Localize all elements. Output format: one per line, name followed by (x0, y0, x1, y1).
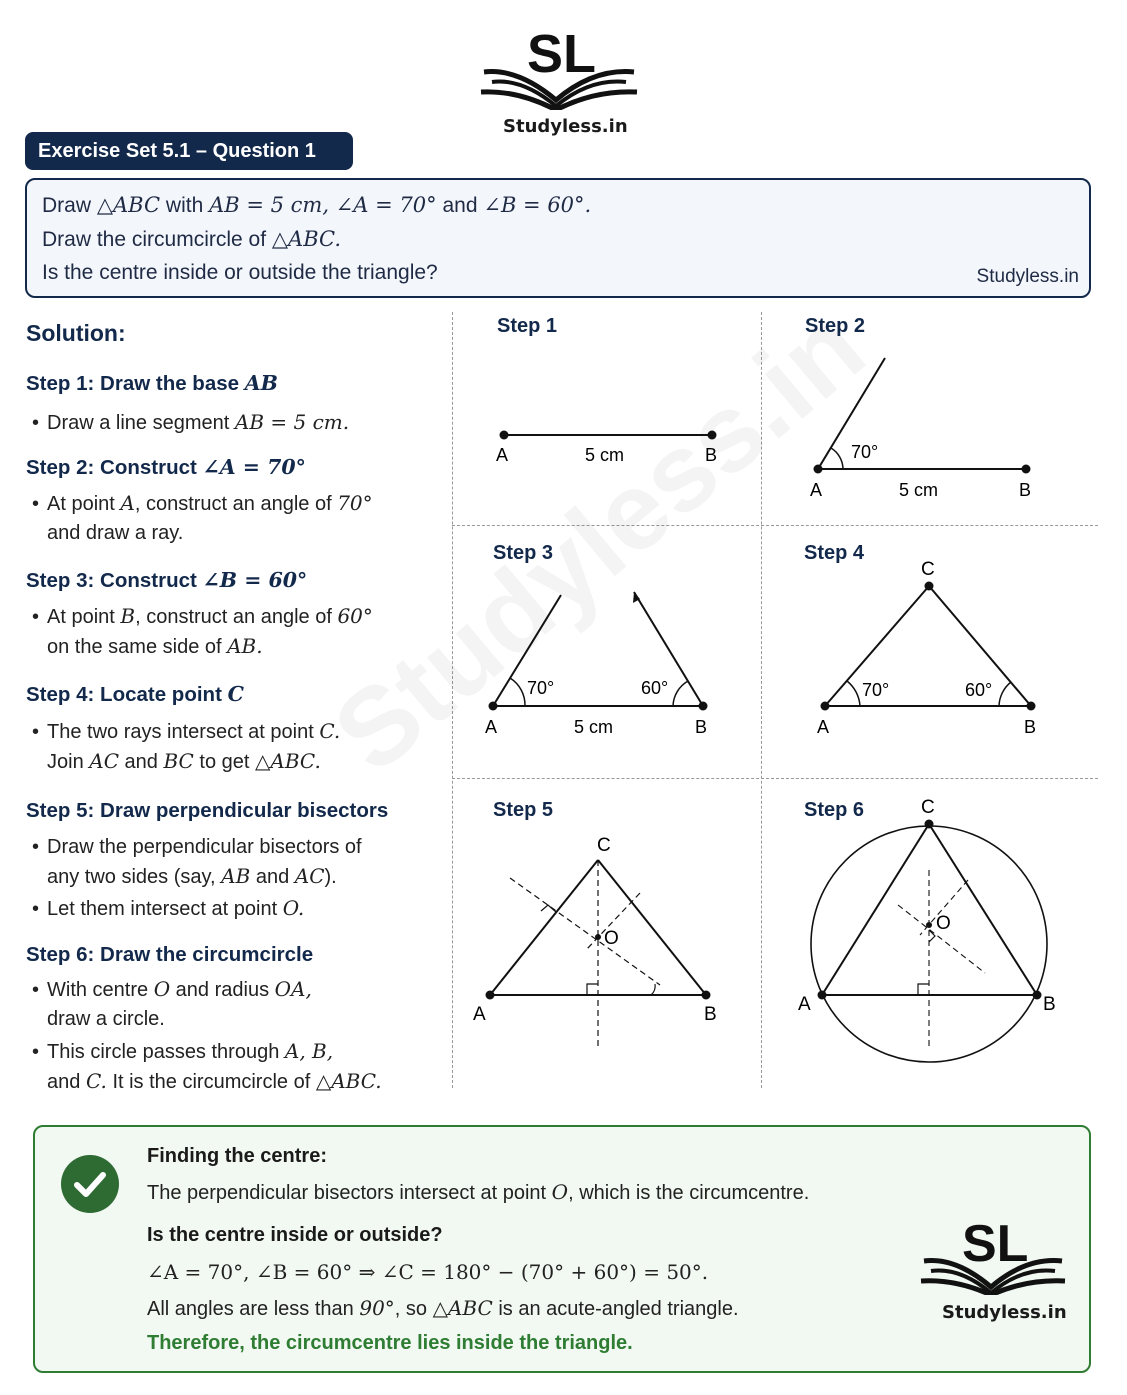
answer-text: All angles are less than (147, 1298, 360, 1320)
logo-letters: SL (527, 24, 597, 84)
point-b (708, 431, 717, 440)
point-b (699, 702, 708, 711)
diagram-step-5 (473, 835, 717, 1050)
panel-title-step-2: Step 2 (805, 315, 866, 337)
point-c (925, 820, 934, 829)
bullet-text: ). (324, 866, 337, 888)
step-5-bullet-1: • Draw the perpendicular bisectors of any two sides (say, AB and AC). (32, 836, 362, 888)
step-4-bullet: • The two rays intersect at point C. Join AC and BC to get △ABC. (32, 719, 341, 773)
label-c: C (921, 559, 935, 580)
point-a (489, 702, 498, 711)
q-math: ∠B = 60°. (483, 193, 592, 217)
label-a: A (817, 717, 830, 737)
step-heading-math: C (227, 682, 244, 706)
answer-math: 90° (359, 1296, 395, 1320)
bullet-math: C. (319, 719, 341, 743)
bullet-math: 70° (337, 491, 373, 515)
q-math: △ABC (96, 193, 161, 217)
bullet-text: , construct an angle of (134, 493, 338, 515)
logo-brand-name: Studyless.in (942, 1302, 1067, 1323)
bullet-text: At point (47, 493, 121, 515)
point-o (926, 922, 932, 928)
label-base: 5 cm (899, 480, 939, 500)
point-a (486, 991, 495, 1000)
answer-heading-2: Is the centre inside or outside? (147, 1224, 443, 1246)
label-a: A (810, 480, 823, 500)
bullet-text: any two sides (say, (47, 866, 222, 888)
label-b: B (1024, 717, 1037, 737)
label-angle-a: 70° (527, 678, 555, 698)
logo-brand-name: Studyless.in (503, 116, 628, 137)
bullet-text: Draw the perpendicular bisectors of (47, 836, 362, 858)
point-b (1022, 465, 1031, 474)
answer-text: , which is the circumcentre. (568, 1182, 810, 1204)
point-a (818, 991, 827, 1000)
step-2-bullet: • At point A, construct an angle of 70° and draw a ray. (32, 489, 432, 548)
bullet-math: C. (85, 1069, 107, 1093)
label-angle-b: 60° (641, 678, 669, 698)
logo-letters: SL (962, 1215, 1029, 1273)
label-base: 5 cm (585, 445, 625, 465)
step-3-bullet: • At point B, construct an angle of 60° on the same side of AB. (32, 604, 373, 658)
label-b: B (695, 717, 708, 737)
right-angle-icon (587, 984, 598, 995)
answer-equation: ∠A = 70°, ∠B = 60° ⇒ ∠C = 180° − (70° + 60°) = 50°. (147, 1260, 709, 1284)
bullet-math: 60° (337, 604, 373, 628)
step-heading-text: Step 5: Draw perpendicular bisectors (26, 799, 389, 822)
bullet-math: A (120, 491, 135, 515)
bullet-text: and radius (170, 979, 275, 1001)
step-5-bullet-2: • Let them intersect at point O. (32, 896, 305, 920)
point-b (702, 991, 711, 1000)
bullet-text: and (250, 866, 295, 888)
label-c: C (921, 797, 935, 818)
bullet-math: A, B, (284, 1039, 334, 1063)
bullet-math: AB = 5 cm. (234, 410, 350, 434)
bullet-text: Join (47, 751, 90, 773)
bullet-math: OA, (274, 977, 312, 1001)
footer-logo (918, 1209, 1068, 1329)
bullet-text: and (47, 1071, 86, 1093)
point-c (925, 582, 934, 591)
checkmark-icon (61, 1155, 119, 1213)
point-b (1033, 991, 1042, 1000)
bullet-math: △ABC. (315, 1069, 382, 1093)
label-angle-b: 60° (965, 680, 993, 700)
label-angle-a: 70° (862, 680, 890, 700)
point-o (595, 934, 601, 940)
step-6-bullet-1: • With centre O and radius OA, draw a circle. (32, 975, 432, 1034)
answer-math: O (551, 1180, 569, 1204)
step-heading-text: Step 4: Locate point (26, 683, 228, 706)
answer-text: is an acute-angled triangle. (492, 1298, 739, 1320)
label-a: A (473, 1004, 486, 1025)
bullet-text: draw a circle. (47, 1008, 165, 1030)
point-b (1027, 702, 1036, 711)
panel-title-step-5: Step 5 (493, 799, 554, 821)
label-base: 5 cm (574, 717, 614, 737)
bullet-text: and (119, 751, 164, 773)
bullet-text: At point (47, 606, 121, 628)
step-6-bullet-2: • This circle passes through A, B, and C. It is the circumcircle of △ABC. (32, 1039, 382, 1093)
point-a (821, 702, 830, 711)
label-b: B (1043, 994, 1056, 1015)
bullet-text: With centre (47, 979, 154, 1001)
q-text: Draw (42, 194, 97, 217)
diagram-step-3 (485, 592, 708, 737)
bullet-math: O (153, 977, 171, 1001)
right-angle-icon (918, 984, 929, 995)
question-line-3: Is the centre inside or outside the triangle? (42, 261, 438, 284)
bullet-text: It is the circumcircle of (106, 1071, 316, 1093)
bullet-text: , construct an angle of (135, 606, 338, 628)
bullet-math: AB. (227, 634, 263, 658)
q-text: with (160, 194, 210, 217)
point-a (500, 431, 509, 440)
bullet-text: and draw a ray. (47, 522, 184, 544)
q-math: △ABC. (271, 227, 342, 251)
bisector-ac (510, 878, 660, 985)
step-heading-text: Step 1: Draw the base (26, 372, 245, 395)
answer-conclusion: Therefore, the circumcentre lies inside the triangle. (147, 1332, 633, 1354)
diagram-step-1 (496, 431, 717, 466)
label-b: B (1019, 480, 1032, 500)
label-b: B (704, 1004, 717, 1025)
label-o: O (604, 928, 619, 949)
step-heading-math: ∠A = 70° (202, 455, 306, 479)
panel-title-step-4: Step 4 (804, 542, 865, 564)
diagram-step-4 (817, 559, 1036, 737)
panel-title-step-1: Step 1 (497, 315, 558, 337)
step-heading-math: ∠B = 60° (202, 568, 308, 592)
panel-title-step-6: Step 6 (804, 799, 865, 821)
bullet-text: This circle passes through (47, 1041, 285, 1063)
bullet-text: Let them intersect at point (47, 898, 283, 920)
answer-paragraph-1 (147, 1180, 809, 1205)
label-a: A (485, 717, 498, 737)
open-book-logo-icon (918, 1209, 1068, 1295)
bullet-math: B (120, 604, 136, 628)
solution-title: Solution: (26, 320, 126, 346)
answer-paragraph-3 (147, 1296, 739, 1321)
step-heading-math: AB (244, 371, 278, 395)
bullet-text: Draw a line segment (47, 412, 235, 434)
label-a: A (798, 994, 811, 1015)
bullet-math: AC (89, 749, 119, 773)
exercise-badge: Exercise Set 5.1 – Question 1 (25, 132, 353, 170)
step-heading-text: Step 6: Draw the circumcircle (26, 943, 314, 966)
label-angle-a: 70° (851, 442, 879, 462)
bullet-text: The two rays intersect at point (47, 721, 320, 743)
bullet-math: △ABC. (255, 749, 321, 773)
bullet-math: AB (221, 864, 251, 888)
q-text: Draw the circumcircle of (42, 228, 272, 251)
q-text: and (436, 194, 484, 217)
bullet-text: to get (193, 751, 256, 773)
answer-text: , so (394, 1298, 433, 1320)
bullet-math: O. (282, 896, 305, 920)
bullet-math: BC (163, 749, 194, 773)
label-a: A (496, 445, 509, 465)
answer-heading-1: Finding the centre: (147, 1145, 327, 1167)
step-heading-text: Step 2: Construct (26, 456, 203, 479)
step-1-bullet: • Draw a line segment AB = 5 cm. (32, 410, 350, 434)
diagram-step-6 (798, 797, 1056, 1062)
label-b: B (705, 445, 718, 465)
point-a (814, 465, 823, 474)
label-o: O (936, 913, 951, 934)
answer-text: The perpendicular bisectors intersect at point (147, 1182, 552, 1204)
question-brand: Studyless.in (976, 266, 1079, 287)
bullet-math: AC (294, 864, 325, 888)
answer-math: △ABC (432, 1296, 493, 1320)
bullet-text: on the same side of (47, 636, 228, 658)
label-c: C (597, 835, 611, 856)
step-heading-text: Step 3: Construct (26, 569, 203, 592)
q-math: AB = 5 cm, ∠A = 70° (209, 193, 437, 217)
panel-title-step-3: Step 3 (493, 542, 554, 564)
diagram-step-2 (810, 358, 1031, 500)
answer-box (33, 1125, 1091, 1373)
